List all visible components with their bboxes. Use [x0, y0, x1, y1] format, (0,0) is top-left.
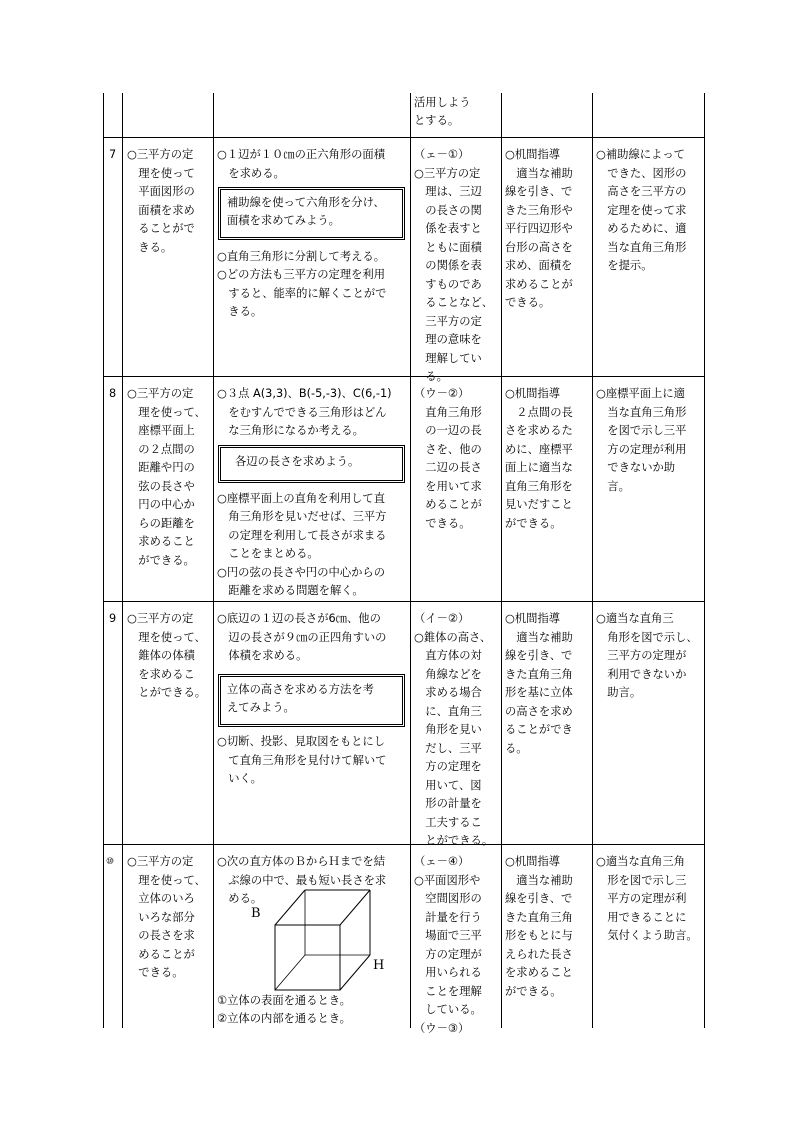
- assessment-line: の一辺の長: [414, 424, 482, 437]
- column-divider-guidance: [501, 93, 502, 1028]
- assessment-line: できる。: [414, 516, 471, 530]
- activity-line: すると、能率的に解くことがで: [217, 287, 387, 300]
- guidance-line: る。: [505, 742, 528, 755]
- goal-line: ることがで: [127, 222, 195, 235]
- guidance-line: ることができ: [505, 723, 573, 736]
- activity-line: ○直角三角形に分割して考える。: [217, 250, 386, 263]
- cuboid-edge: [340, 890, 370, 925]
- goal-line: きる。: [127, 241, 173, 254]
- cuboid-hidden-edge: [275, 955, 305, 990]
- guidance-line: めに、座標平: [505, 443, 573, 456]
- activity-line: 距離を求める問題を解く。: [217, 584, 364, 597]
- guidance-line: ○机間指導: [505, 855, 561, 868]
- guidance-line: ○机間指導: [505, 387, 561, 400]
- task-box: [218, 187, 405, 240]
- goal-line: ○三平方の定: [127, 855, 194, 868]
- activity-line: て直角三角形を見付けて解いて: [217, 754, 387, 767]
- assessment-line: 理は、三辺: [414, 185, 482, 198]
- assessment-line: （イ－②）: [414, 612, 470, 625]
- support-line: めるために、適: [596, 222, 687, 235]
- cuboid-front-face: [275, 925, 340, 990]
- assessment-line: （ェ－④）: [414, 855, 470, 868]
- task-box-line: えてみよう。: [227, 701, 295, 714]
- support-line: 気付くよう助言。: [596, 929, 698, 942]
- activity-line: をむすんでできる三角形はどん: [217, 406, 387, 419]
- activity-line: ②立体の内部を通るとき。: [217, 1012, 351, 1025]
- guidance-line: きた三角形や: [505, 204, 573, 217]
- cuboid-edge: [275, 890, 305, 925]
- goal-line: 求めること: [127, 535, 195, 548]
- activity-line: ○円の弦の長さや円の中心からの: [217, 566, 386, 579]
- guidance-line: 適当な補助: [505, 631, 573, 644]
- cuboid-figure: [265, 885, 375, 1005]
- assessment-line: る。: [414, 370, 448, 383]
- support-line: 助言。: [596, 686, 642, 699]
- goal-line: めることが: [127, 948, 195, 961]
- goal-line: 理を使って、: [127, 406, 206, 419]
- activity-line: ○どの方法も三平方の定理を利用: [217, 268, 386, 281]
- goal-line: ○三平方の定: [127, 612, 194, 625]
- assessment-line: めることが: [414, 498, 482, 511]
- task-box-line: 立体の高さを求める方法を考: [227, 683, 374, 696]
- goal-line: いろな部分: [127, 911, 195, 924]
- assessment-line: （ウ－②）: [414, 387, 470, 400]
- goal-line: ○三平方の定: [127, 387, 194, 400]
- assessment-line: 求める場合: [414, 686, 482, 699]
- support-line: できた、図形の: [596, 167, 687, 180]
- assessment-line: 用いて、図: [414, 778, 482, 792]
- activity-line: な三角形になるか考える。: [217, 424, 364, 437]
- activity-line: ○底辺の１辺の長さが6㎝、他の: [217, 612, 381, 625]
- goal-line: 理を使って、: [127, 874, 206, 887]
- guidance-line: きた直角三角: [505, 911, 573, 924]
- activity-line: ○座標平面上の直角を利用して直: [217, 492, 386, 505]
- guidance-line: の高さを求め: [505, 705, 573, 718]
- guidance-line: 求めることが: [505, 278, 573, 291]
- support-line: ○適当な直角三: [596, 612, 674, 625]
- goal-line: らの距離を: [127, 517, 195, 530]
- guidance-line: 求め、面積を: [505, 259, 573, 272]
- goal-line: 理を使って: [127, 167, 195, 180]
- assessment-line: を用いて求: [414, 479, 482, 493]
- assessment-line: の関係を表: [414, 259, 482, 272]
- assessment-line: 理の意味を: [414, 333, 482, 346]
- support-line: 利用できないか: [596, 668, 687, 681]
- support-line: 当な直角三角形: [596, 406, 687, 419]
- guidance-line: 面上に適当な: [505, 461, 573, 474]
- support-line: ○補助線によって: [596, 148, 685, 161]
- goal-line: を求めるこ: [127, 668, 195, 681]
- assessment-line: ることなど、: [414, 296, 494, 309]
- support-line: できないか助: [596, 461, 676, 474]
- guidance-line: 形をもとに与: [505, 929, 573, 942]
- assessment-line: 場面で三平: [414, 929, 482, 942]
- column-divider-goal: [122, 93, 123, 1028]
- guidance-line: 線を引き、で: [505, 185, 573, 198]
- assessment-line: 二辺の長さ: [414, 461, 482, 474]
- guidance-line: 適当な補助: [505, 874, 573, 887]
- activity-line: きる。: [217, 305, 263, 318]
- guidance-line: できる。: [505, 296, 551, 309]
- support-line: 方の定理が利用: [596, 443, 687, 456]
- guidance-line: 直角三角形を: [505, 480, 573, 493]
- goal-line: 平面図形の: [127, 185, 195, 198]
- goal-line: できる。: [127, 966, 184, 979]
- guidance-line: 線を引き、で: [505, 892, 573, 905]
- activity-line: 体積を求める。: [217, 649, 308, 662]
- activity-line: める。: [217, 892, 263, 905]
- assessment-line: ○錐体の高さ、: [414, 630, 492, 644]
- assessment-line: 空間図形の: [414, 892, 482, 905]
- guidance-line: を求めること: [505, 966, 573, 979]
- assessment-line: 角線などを: [414, 667, 482, 681]
- row-divider: [103, 601, 705, 602]
- goal-line: 立体のいろ: [127, 892, 195, 905]
- support-line: ○座標平面上に適: [596, 387, 685, 400]
- task-box-line: 各辺の長さを求めよう。: [235, 455, 360, 468]
- activity-line: いく。: [217, 772, 262, 785]
- guidance-line: さを求めるた: [505, 424, 573, 437]
- assessment-line: に、直角三: [414, 704, 482, 718]
- guidance-line: ○机間指導: [505, 612, 561, 625]
- assessment-line: 係を表すと: [414, 222, 482, 235]
- goal-line: 理を使って、: [127, 631, 206, 644]
- guidance-line: 平行四辺形や: [505, 222, 573, 235]
- assessment-line: 角形を見い: [414, 723, 482, 736]
- task-box: [218, 674, 405, 727]
- support-line: を図で示し三平: [596, 424, 687, 437]
- assessment-line: 用いられる: [414, 966, 482, 979]
- assessment-line: ともに面積: [414, 240, 482, 254]
- row-number: 7: [109, 148, 117, 161]
- assessment-line: （ウ－③）: [414, 1021, 470, 1035]
- row-number: 8: [109, 387, 117, 400]
- activity-line: ○次の直方体のＢからＨまでを結: [217, 855, 386, 868]
- support-line: を提示。: [596, 259, 653, 272]
- support-line: 言。: [596, 480, 630, 493]
- guidance-line: えられた長さ: [505, 948, 573, 961]
- activity-line: ○３点 A(3,3)、B(-5,-3)、C(6,-1): [217, 387, 392, 400]
- assessment-line: ○平面図形や: [414, 873, 481, 887]
- activity-line: 角三角形を見いだせば、三平方: [217, 510, 387, 523]
- activity-line: を求める。: [217, 167, 285, 180]
- guidance-line: 見いだすこと: [505, 498, 573, 511]
- assessment-line: 方の定理を: [414, 760, 482, 773]
- goal-line: の長さを求: [127, 929, 195, 942]
- assessment-line: 理解してい: [414, 351, 482, 365]
- table-border-left: [103, 93, 104, 1028]
- row-number: ⑩: [106, 857, 115, 867]
- assessment-line: だし、三平: [414, 741, 482, 755]
- assessment-line: 形の計量を: [414, 797, 482, 810]
- support-line: ○適当な直角三角: [596, 855, 685, 868]
- task-box-line: 補助線を使って六角形を分け、: [227, 196, 385, 209]
- assessment-line: とができる。: [414, 834, 494, 847]
- guidance-line: 適当な補助: [505, 167, 573, 180]
- goal-line: ができる。: [127, 554, 195, 567]
- support-line: 角形を図で示し、: [596, 631, 698, 644]
- goal-line: とができる。: [127, 686, 207, 699]
- cuboid-edge: [340, 955, 370, 990]
- assessment-line: （ェ－①）: [414, 148, 470, 161]
- row-number: 9: [109, 612, 117, 625]
- support-line: 用できることに: [596, 911, 687, 924]
- support-line: 高さを三平方の: [596, 185, 687, 198]
- task-box: [218, 445, 405, 483]
- guidance-line: 形を基に立体: [505, 686, 573, 699]
- assessment-line: している。: [414, 1003, 482, 1016]
- assessment-line: さを、他の: [414, 442, 482, 456]
- goal-line: 錐体の体積: [127, 649, 195, 662]
- support-line: 当な直角三角形: [596, 241, 687, 254]
- guidance-line: ができる。: [505, 517, 562, 530]
- guidance-line: ができる。: [505, 985, 562, 998]
- assessment-line: 三平方の定: [414, 314, 482, 328]
- cuboid-label-h: H: [373, 958, 385, 973]
- row-divider: [103, 137, 705, 138]
- guidance-line: きた直角三角: [505, 668, 573, 681]
- support-line: 形を図で示し三: [596, 874, 687, 887]
- goal-line: 弦の長さや: [127, 480, 195, 493]
- activity-line: ぶ線の中で、最も短い長さを求: [217, 874, 387, 887]
- assessment-line: 直方体の対: [414, 649, 482, 662]
- top-row-assessment-line: 活用しよう: [414, 96, 471, 109]
- activity-line: 辺の長さが９㎝の正四角すいの: [217, 631, 387, 644]
- assessment-line: ○三平方の定: [414, 166, 481, 180]
- assessment-line: の長さの関: [414, 203, 482, 217]
- guidance-line: 台形の高さを: [505, 241, 573, 254]
- activity-line: ○切断、投影、見取図をもとにし: [217, 735, 386, 748]
- support-line: 平方の定理が利: [596, 892, 687, 905]
- support-line: 三平方の定理が: [596, 649, 687, 662]
- goal-line: ○三平方の定: [127, 148, 194, 161]
- table-border-right: [704, 93, 705, 1028]
- column-divider-activity: [213, 93, 214, 1028]
- assessment-line: 計量を行う: [414, 910, 482, 924]
- guidance-line: 線を引き、で: [505, 649, 573, 662]
- guidance-line: ○机間指導: [505, 148, 561, 161]
- goal-line: 座標平面上: [127, 424, 195, 437]
- assessment-line: すものであ: [414, 277, 482, 291]
- assessment-line: 工夫するこ: [414, 815, 482, 829]
- support-line: 定理を使って求: [596, 204, 687, 217]
- goal-line: 距離や円の: [127, 461, 195, 474]
- activity-line: の定理を利用して長さが求まる: [217, 529, 387, 542]
- goal-line: 面積を求め: [127, 204, 195, 217]
- task-box-line: 面積を求めてみよう。: [227, 214, 340, 227]
- activity-line: ○１辺が１０㎝の正六角形の面積: [217, 148, 386, 161]
- column-divider-assessment: [410, 93, 411, 1028]
- cuboid-label-b: B: [251, 906, 261, 921]
- column-divider-support: [592, 93, 593, 1028]
- guidance-line: ２点間の長: [505, 406, 573, 419]
- activity-line: ことをまとめる。: [217, 547, 319, 560]
- row-divider: [103, 844, 705, 845]
- top-row-assessment-line: とする。: [414, 114, 460, 127]
- goal-line: の２点間の: [127, 443, 195, 456]
- assessment-line: ことを理解: [414, 984, 482, 998]
- row-divider: [103, 376, 705, 377]
- goal-line: 円の中心か: [127, 498, 195, 511]
- activity-line: ①立体の表面を通るとき。: [217, 994, 351, 1007]
- assessment-line: 方の定理が: [414, 947, 482, 961]
- assessment-line: 直角三角形: [414, 405, 482, 419]
